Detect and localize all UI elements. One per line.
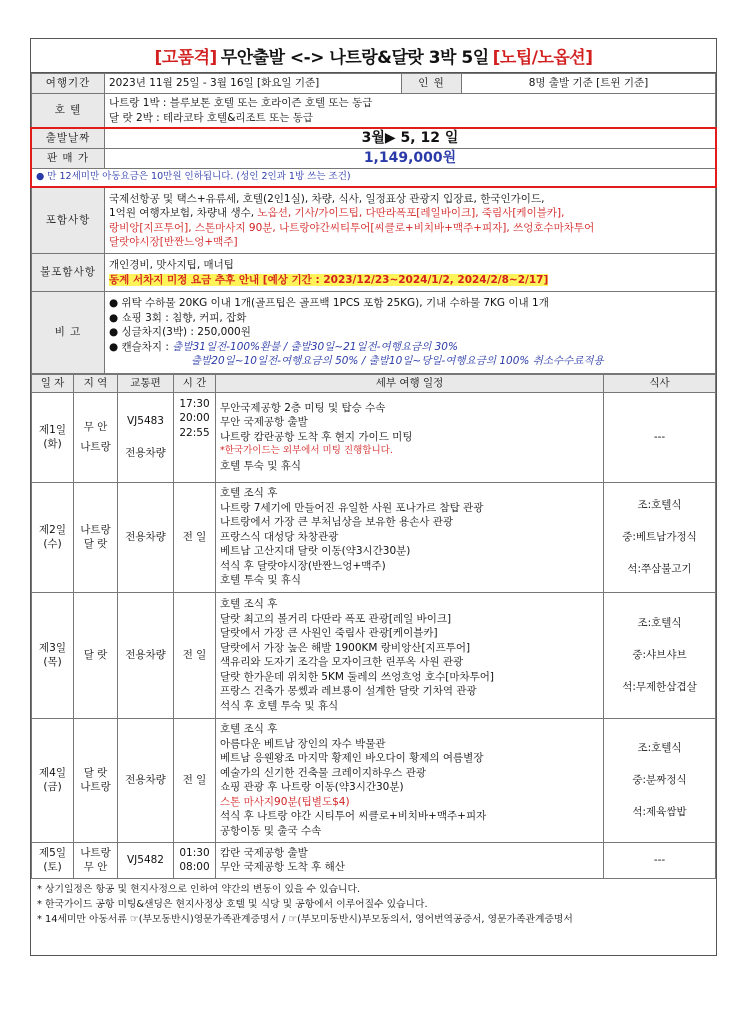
- time-cell: [174, 842, 216, 878]
- remarks-label: 비 고: [32, 292, 105, 374]
- day-cell: [32, 592, 74, 718]
- meal: ---: [653, 431, 666, 443]
- time-cell: [174, 392, 216, 482]
- table-row: [32, 482, 716, 592]
- remarks-line-1: ● 위탁 수하물 20KG 이내 1개(골프팁은 골프백 1PCS 포함 25KG), 기내 수하물 7KG 이내 1개: [109, 297, 549, 310]
- includes-label: 포함사항: [32, 188, 105, 254]
- detail-line: 쇼핑 관광 후 나트랑 이동(약3시간30분): [220, 781, 404, 793]
- remarks-line-2: ● 쇼핑 3회 : 침향, 커피, 잡화: [109, 311, 247, 324]
- detail-line: 석식 후 호텔 투숙 및 휴식: [220, 699, 339, 712]
- transport-2: 전용차량: [125, 447, 166, 459]
- table-row: [32, 842, 716, 878]
- day-cell: [32, 842, 74, 878]
- detail-cell: [216, 718, 604, 842]
- itinerary-document: [30, 38, 717, 956]
- note-line: * 한국가이드 공항 미팅&샌딩은 현지사정상 호텔 및 식당 및 공항에서 이루어질수 있습니다.: [37, 898, 428, 910]
- detail-line: 석식 후 달랏야시장(반짠느엉+맥주): [220, 559, 386, 572]
- remarks-line-3: ● 싱글차지(3박) : 250,000원: [109, 326, 251, 339]
- detail-line: 달랏에서 가장 큰 사원인 죽림사 관광[케이블카]: [220, 627, 438, 639]
- time-2: 08:00: [179, 861, 210, 873]
- day-label: 제1일: [39, 423, 66, 436]
- remarks-value: [105, 292, 716, 374]
- meal-cell: [604, 392, 716, 482]
- note-line: * 14세미만 아동서류 ☞(부모동반시)영문가족관계증명서 / ☞(부모미동반시)부모동의서, 영어번역공증서, 영문가족관계증명서: [37, 913, 573, 925]
- day-label: 제5일: [39, 846, 66, 859]
- departure-label: 출발날짜: [32, 129, 105, 149]
- cancel-policy-1: 출발31일전-100%환불 / 출발30일~21일전-여행요금의 30%: [172, 340, 458, 353]
- meal: 석:제육쌈밥: [632, 806, 687, 818]
- detail-line: 나트랑에서 가장 큰 부처님상을 보유한 용손사 관광: [220, 516, 454, 529]
- excludes-line-1: 개인경비, 맛사지팁, 매너팁: [109, 259, 234, 271]
- region-cell: [74, 392, 118, 482]
- header-meal: 식사: [604, 375, 716, 393]
- detail-line: 석식 후 나트랑 야간 시티투어 씨클로+비치바+맥주+피자: [220, 810, 487, 822]
- detail-line: 무안 국제공항 도착 후 해산: [220, 861, 345, 873]
- hotel-label: 호 텔: [32, 94, 105, 128]
- meal: 조:호텔식: [637, 742, 682, 754]
- region-cell: 달 랏: [74, 592, 118, 718]
- meal: 조:호텔식: [637, 499, 682, 511]
- day-label: 제3일: [39, 641, 66, 654]
- time-3: 22:55: [179, 426, 210, 439]
- meal-cell: [604, 718, 716, 842]
- header-region: 지 역: [74, 375, 118, 393]
- cancel-policy-2: 출발20일~10일전-여행요금의 50% / 출발10일~당일-여행요금의 100% 취소수수료적용: [191, 355, 604, 368]
- day-weekday: (목): [43, 656, 62, 668]
- period-value: 2023년 11월 25일 - 3월 16일 [화요일 기준]: [105, 74, 402, 94]
- day-cell: [32, 718, 74, 842]
- meal: 석:무제한삼겹살: [622, 681, 697, 693]
- region-2: 무 안: [83, 861, 108, 873]
- includes-line-2: [109, 206, 711, 221]
- detail-line: 호텔 조식 후: [220, 598, 278, 610]
- region-1: 나트랑: [80, 523, 111, 536]
- price-box: [31, 128, 716, 187]
- day-weekday: (금): [43, 781, 62, 793]
- note-line: * 상기일정은 항공 및 현지사정으로 인하여 약간의 변동이 있을 수 있습니다.: [37, 883, 361, 895]
- title-grade: [고품격]: [154, 48, 217, 68]
- detail-line: 달랏 한가운데 위치한 5KM 둘레의 쓰엉흐엉 호수[마차투어]: [220, 670, 494, 683]
- meal: 중:분짜정식: [632, 774, 687, 786]
- meal: 중:샤브샤브: [632, 649, 687, 661]
- region-1: 무 안: [83, 420, 108, 433]
- detail-line: 색유리와 도자기 조각을 모자이크한 린푸옥 사원 관광: [220, 656, 464, 668]
- period-label: 여행기간: [32, 74, 105, 94]
- excludes-value: [105, 254, 716, 292]
- detail-line: 프랑스식 대성당 차창관광: [220, 530, 339, 543]
- detail-line: 예술가의 신기한 건축물 크레이지하우스 관광: [220, 766, 427, 779]
- remarks-line-4: [109, 340, 711, 355]
- transport-cell: VJ5482: [118, 842, 174, 878]
- time-cell: 전 일: [174, 482, 216, 592]
- detail-line: 프랑스 건축가 몽쎘과 레브룡이 설계한 달랏 기차역 관광: [220, 685, 477, 697]
- region-2: 나트랑: [80, 781, 111, 793]
- region-2: 나트랑: [80, 441, 111, 453]
- includes-line-1: 국제선항공 및 택스+유류세, 호텔(2인1실), 차량, 식사, 일정표상 관광지 입장료, 한국인가이드,: [109, 192, 545, 205]
- day-label: 제2일: [39, 523, 66, 536]
- table-row: [32, 718, 716, 842]
- child-price-note: ● 만 12세미만 아동요금은 10만원 인하됩니다. (성인 2인과 1방 쓰는 조건): [32, 169, 716, 187]
- title-route: 무안출발 <-> 나트랑&달랏 3박 5일: [220, 48, 489, 68]
- region-cell: [74, 842, 118, 878]
- page-title: [31, 39, 716, 73]
- detail-line: *한국가이드는 외부에서 미팅 진행합니다.: [220, 445, 393, 457]
- meal-cell: [604, 482, 716, 592]
- time-1: 17:30: [179, 397, 210, 410]
- detail-line: 아름다운 베트남 장인의 자수 박물관: [220, 737, 386, 750]
- detail-line: 호텔 투숙 및 휴식: [220, 459, 302, 472]
- region-2: 달 랏: [83, 538, 108, 550]
- day-cell: [32, 482, 74, 592]
- detail-line: 베트남 고산지대 달랏 이동(약3시간30분): [220, 545, 411, 558]
- header-time: 시 간: [174, 375, 216, 393]
- transport-cell: 전용차량: [118, 482, 174, 592]
- hotel-line-2: 달 랏 2박 : 테라코타 호텔&리조트 또는 동급: [109, 111, 314, 124]
- header-detail: 세부 여행 일정: [216, 375, 604, 393]
- detail-line: 무안 국제공항 출발: [220, 416, 308, 429]
- includes-value: [105, 188, 716, 254]
- time-cell: 전 일: [174, 592, 216, 718]
- time-1: 01:30: [179, 846, 210, 859]
- detail-line: 호텔 조식 후: [220, 723, 278, 735]
- includes-line-4: 달랏야시장[반짠느엉+맥주]: [109, 236, 238, 248]
- details-table: [31, 187, 716, 374]
- detail-line: 호텔 투숙 및 휴식: [220, 574, 302, 587]
- footer-notes: [31, 879, 716, 930]
- detail-line: 나트랑 7세기에 만들어진 유일한 사원 포나가르 참탑 관광: [220, 501, 484, 514]
- cancel-label: ● 캔슬차지 :: [109, 340, 173, 353]
- title-option: [노팁/노옵션]: [492, 48, 593, 68]
- detail-cell: [216, 482, 604, 592]
- detail-cell: [216, 842, 604, 878]
- people-label: 인 원: [402, 74, 462, 94]
- detail-line: 베트남 응웬왕조 마지막 황제인 바오다이 황제의 여름별장: [220, 752, 484, 764]
- region-1: 나트랑: [80, 846, 111, 859]
- transport-cell: 전용차량: [118, 592, 174, 718]
- detail-line: 스톤 마사지90분(팁별도$4): [220, 795, 350, 808]
- price-label: 판 매 가: [32, 149, 105, 169]
- detail-cell: [216, 592, 604, 718]
- schedule-table: [31, 374, 716, 879]
- transport-cell: 전용차량: [118, 718, 174, 842]
- detail-line: 무안국제공항 2층 미팅 및 탑승 수속: [220, 401, 386, 414]
- transport-1: VJ5483: [126, 414, 164, 427]
- includes-line-2b: 노옵션, 기사/가이드팁, 다딴라폭포[레일바이크], 죽림사[케이블카],: [257, 207, 565, 219]
- meal-cell: [604, 842, 716, 878]
- detail-line: 나트랑 캄란공항 도착 후 현지 가이드 미팅: [220, 430, 413, 443]
- surcharge-notice: 동계 서차지 미정 요금 추후 안내 [예상 기간 : 2023/12/23~2024/1/2, 2024/2/8~2/17]: [109, 273, 549, 286]
- header-transport: 교통편: [118, 375, 174, 393]
- hotel-value: [105, 94, 716, 128]
- detail-line: 달랏 최고의 볼거리 다딴라 폭포 관광[레일 바이크]: [220, 612, 452, 625]
- summary-table: [31, 73, 716, 128]
- day-weekday: (수): [43, 538, 62, 550]
- header-day: 일 자: [32, 375, 74, 393]
- table-row: [32, 592, 716, 718]
- meal: ---: [653, 854, 666, 866]
- region-cell: [74, 718, 118, 842]
- excludes-label: 불포함사항: [32, 254, 105, 292]
- meal: 조:호텔식: [637, 617, 682, 629]
- day-label: 제4일: [39, 766, 66, 779]
- region-1: 달 랏: [83, 766, 108, 779]
- meal-cell: [604, 592, 716, 718]
- includes-line-2a: 1억원 여행자보험, 차량내 생수,: [109, 207, 258, 219]
- detail-line: 캄란 국제공항 출발: [220, 846, 308, 859]
- transport-cell: [118, 392, 174, 482]
- meal: 중:베트남가정식: [622, 531, 697, 543]
- time-cell: 전 일: [174, 718, 216, 842]
- table-row: [32, 392, 716, 482]
- region-cell: [74, 482, 118, 592]
- departure-value: 3월▶ 5, 12 일: [105, 129, 716, 149]
- day-weekday: (토): [43, 861, 62, 873]
- day-cell: [32, 392, 74, 482]
- detail-line: 달랏에서 가장 높은 해발 1900KM 랑비앙산[지프투어]: [220, 641, 471, 654]
- detail-cell: [216, 392, 604, 482]
- includes-line-3: 랑비앙[지프투어], 스톤마사지 90분, 나트랑야간씨티투어[씨클로+비치바+맥주+피자], 쓰엉호수마차투어: [109, 221, 595, 234]
- detail-line: 호텔 조식 후: [220, 487, 278, 500]
- people-value: 8명 출발 기준 [트윈 기준]: [462, 74, 716, 94]
- detail-line: 공항이동 및 출국 수속: [220, 824, 322, 837]
- day-weekday: (화): [43, 438, 62, 450]
- hotel-line-1: 나트랑 1박 : 블루보톤 호텔 또는 호라이즌 호텔 또는 동급: [109, 97, 373, 109]
- meal: 석:쭈삼불고기: [627, 563, 692, 575]
- time-2: 20:00: [179, 412, 210, 424]
- price-value: 1,149,000원: [105, 149, 716, 169]
